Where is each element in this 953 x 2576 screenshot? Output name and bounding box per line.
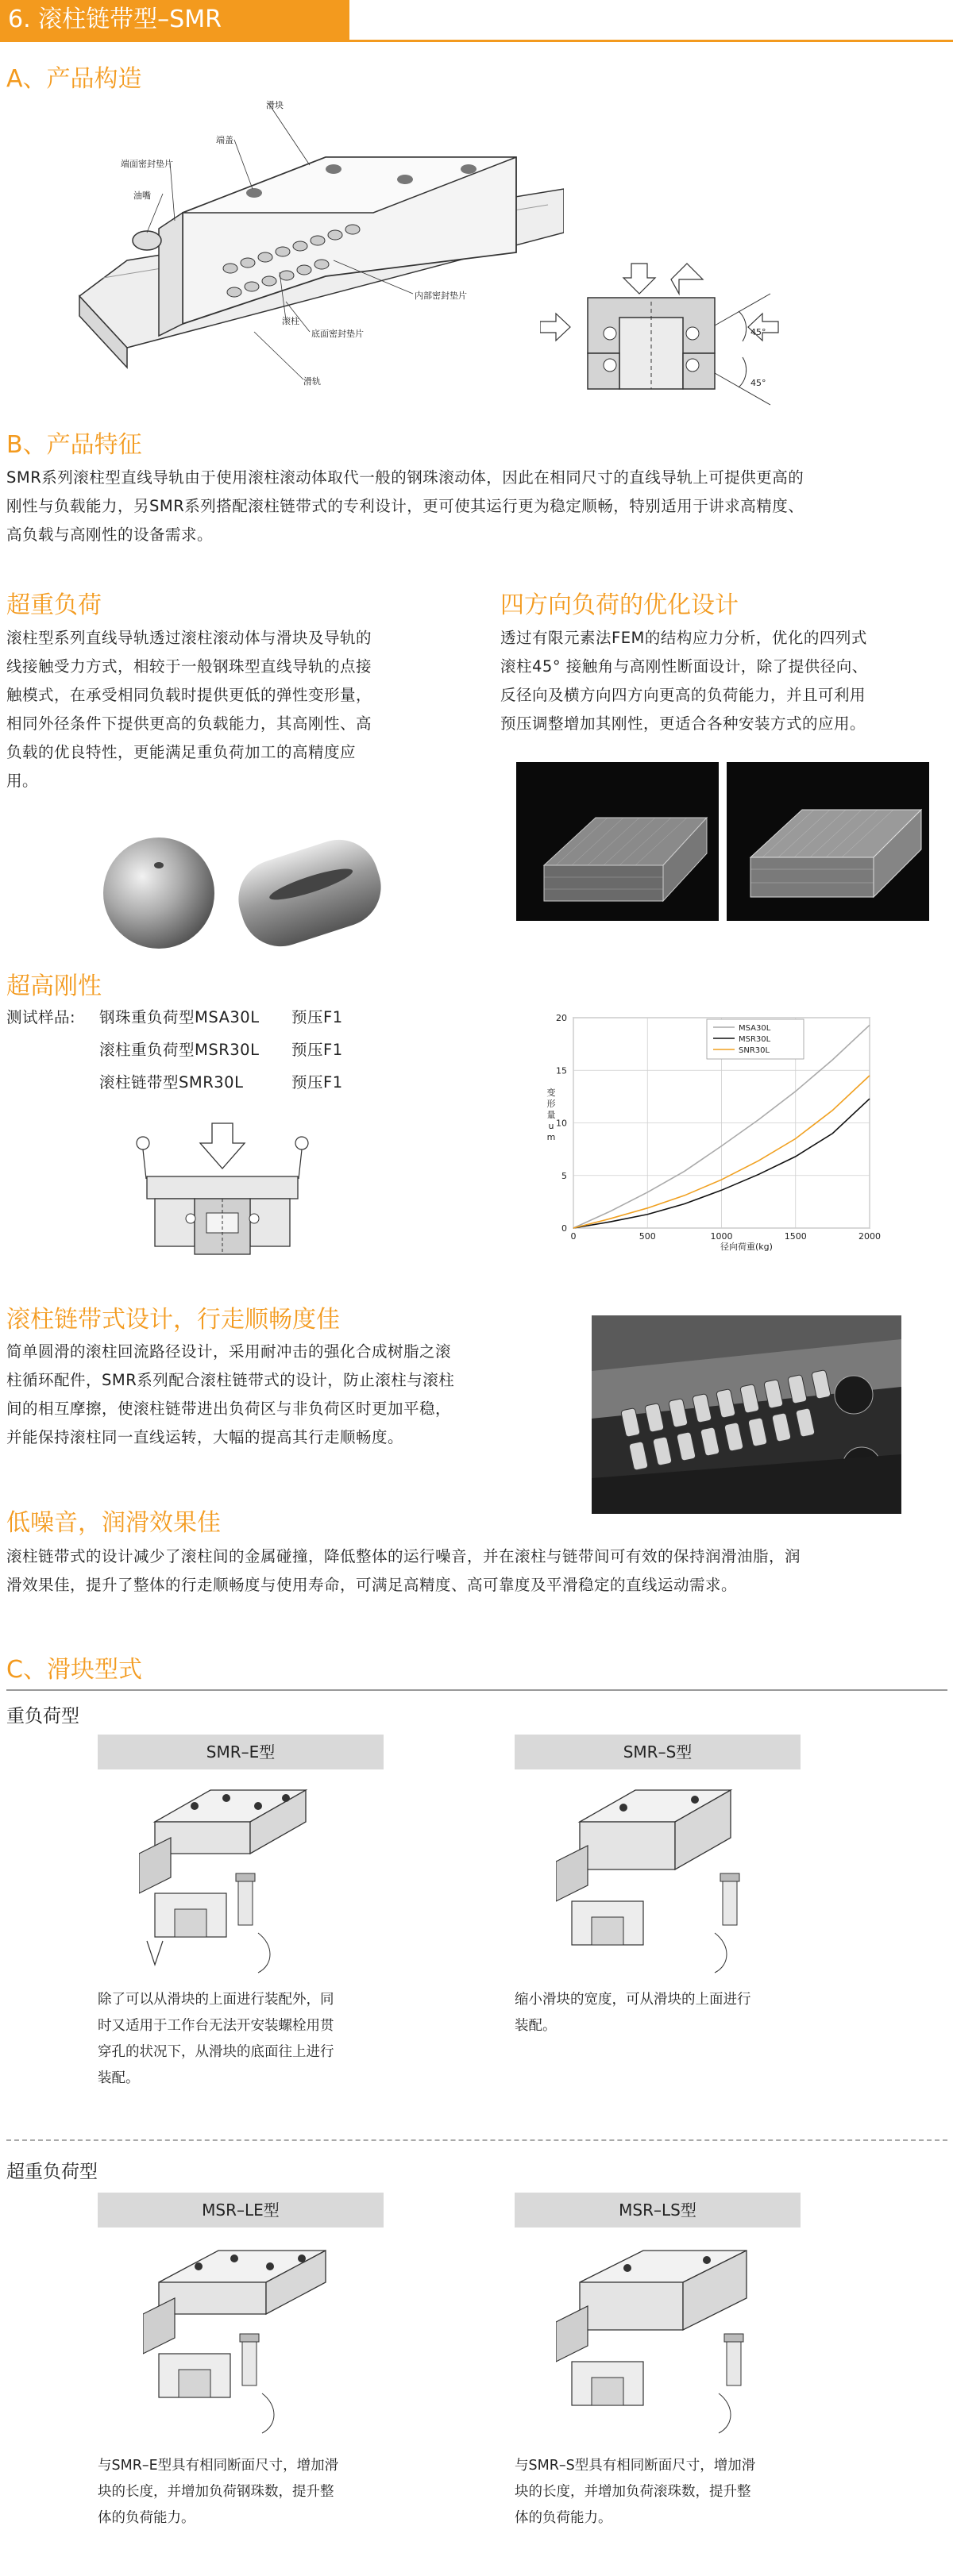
ball-image — [103, 837, 214, 949]
chart-ylabel-char: 形 — [546, 1099, 556, 1109]
sample-label: 测试样品: — [6, 1008, 76, 1026]
chain-line: 柱循环配件，SMR系列配合滚柱链带式的设计，防止滚柱与滚柱 — [6, 1371, 455, 1389]
section-c-rule — [6, 1689, 947, 1691]
model-tag: MSR–LE型 — [98, 2193, 384, 2228]
section-b-title: B、产品特征 — [6, 431, 142, 459]
page-title: 6. 滚柱链带型–SMR — [0, 0, 349, 40]
four-way-line: 反径向及横方向四方向更高的负荷能力，并且可利用 — [500, 686, 866, 704]
four-way-text — [500, 624, 953, 738]
heavy-line: 触模式，在承受相同负载时提供更低的弹性变形量， — [6, 686, 372, 704]
super-group-title: 超重负荷型 — [6, 2162, 98, 2182]
chart-ytick-label: 20 — [556, 1013, 567, 1023]
model-tag: MSR–LS型 — [515, 2193, 801, 2228]
desc-line: 块的长度，并增加负荷钢珠数，提升整 — [98, 2484, 334, 2500]
label-rail: 滑轨 — [303, 376, 321, 387]
heavy-line: 线接触受力方式，相较于一般钢珠型直线导轨的点接 — [6, 657, 372, 676]
section-a-title: A、产品构造 — [6, 65, 142, 93]
roller-image — [228, 830, 391, 957]
chart-xtick-label: 1000 — [710, 1231, 733, 1242]
rigidity-test-diagram — [135, 1119, 310, 1258]
intro-line: SMR系列滚柱型直线导轨由于使用滚柱滚动体取代一般的钢珠滚动体，因此在相同尺寸的直线导轨上可提供更高的 — [6, 468, 804, 487]
four-way-line: 滚柱45° 接触角与高刚性断面设计，除了提供径向、 — [500, 657, 868, 676]
section-c-title: C、滑块型式 — [6, 1656, 142, 1684]
rigidity-title: 超高刚性 — [6, 972, 102, 1000]
chart-xtick-label: 2000 — [858, 1231, 881, 1242]
heavy-load-text — [6, 624, 459, 795]
label-end-seal: 端面密封垫片 — [121, 159, 173, 169]
deformation-chart — [540, 1002, 889, 1256]
chart-ytick-label: 5 — [561, 1170, 567, 1181]
product-structure-diagram — [71, 94, 564, 411]
desc-line: 与SMR–S型具有相同断面尺寸，增加滑 — [515, 2458, 756, 2474]
model-tag: SMR–E型 — [98, 1735, 384, 1769]
low-noise-text — [6, 1542, 951, 1600]
desc-line: 除了可以从滑块的上面进行装配外，同 — [98, 1992, 334, 2008]
label-grease-nipple: 油嘴 — [133, 191, 151, 201]
fem-analysis-image-2 — [727, 762, 929, 921]
chart-ytick-label: 0 — [561, 1223, 567, 1234]
chart-ylabel-char: 变 — [546, 1088, 556, 1098]
model-smr-s-drawing — [556, 1774, 747, 1981]
desc-line: 与SMR–E型具有相同断面尺寸，增加滑 — [98, 2458, 339, 2474]
angle-label-top: 45° — [750, 327, 766, 337]
chain-design-title: 滚柱链带式设计，行走顺畅度佳 — [6, 1306, 340, 1334]
load-direction-diagram — [540, 262, 802, 413]
chart-xtick-label: 500 — [639, 1231, 656, 1242]
sample-name: 滚柱链带型SMR30L — [99, 1073, 244, 1092]
model-msr-ls-drawing — [556, 2235, 754, 2445]
chart-ylabel-char: m — [546, 1132, 556, 1142]
chain-design-text — [6, 1338, 562, 1452]
sample-preload: 预压F1 — [291, 1041, 343, 1059]
heavy-group-title: 重负荷型 — [6, 1706, 79, 1727]
label-bottom-seal: 底面密封垫片 — [311, 329, 364, 339]
intro-line: 高负载与高刚性的设备需求。 — [6, 526, 214, 544]
model-msr-le-drawing — [143, 2235, 334, 2445]
fem-analysis-image-1 — [516, 762, 719, 921]
sample-preload: 预压F1 — [291, 1008, 343, 1026]
angle-label-bottom: 45° — [750, 378, 766, 388]
heavy-line: 用。 — [6, 772, 39, 790]
chart-ylabel-char: 量 — [546, 1110, 556, 1120]
noise-line: 滑效果佳，提升了整体的行走顺畅度与使用寿命，可满足高精度、高可靠度及平滑稳定的直线运动需求。 — [6, 1576, 738, 1594]
desc-line: 体的负荷能力。 — [515, 2510, 612, 2526]
chart-xtick-label: 1500 — [784, 1231, 807, 1242]
group-divider — [6, 2139, 947, 2141]
label-slider: 滑块 — [266, 100, 284, 110]
desc-line: 体的负荷能力。 — [98, 2510, 195, 2526]
model-smr-e-drawing — [139, 1774, 322, 1981]
ball-vs-roller-image — [95, 826, 397, 957]
desc-line: 块的长度，并增加负荷滚珠数，提升整 — [515, 2484, 751, 2500]
model-desc — [98, 1987, 415, 2092]
sample-name: 滚柱重负荷型MSR30L — [99, 1041, 260, 1059]
title-rule — [0, 40, 953, 42]
chart-xtick-label: 0 — [570, 1231, 577, 1242]
desc-line: 装配。 — [515, 2018, 557, 2034]
chain-line: 简单圆滑的滚柱回流路径设计，采用耐冲击的强化合成树脂之滚 — [6, 1342, 452, 1361]
label-end-cap: 端盖 — [216, 135, 233, 145]
four-way-line: 预压调整增加其刚性，更适合各种安装方式的应用。 — [500, 714, 866, 733]
desc-line: 穿孔的状况下，从滑块的底面往上进行 — [98, 2044, 334, 2060]
intro-line: 刚性与负载能力，另SMR系列搭配滚柱链带式的专利设计，更可使其运行更为稳定顺畅，特别适用于讲求高精度、 — [6, 497, 804, 515]
roller-chain-image — [592, 1315, 901, 1514]
low-noise-title: 低噪音，润滑效果佳 — [6, 1509, 221, 1537]
heavy-line: 滚柱型系列直线导轨透过滚柱滚动体与滑块及导轨的 — [6, 629, 372, 647]
model-desc — [515, 2453, 832, 2532]
four-way-line: 透过有限元素法FEM的结构应力分析，优化的四列式 — [500, 629, 867, 647]
desc-line: 缩小滑块的宽度，可从滑块的上面进行 — [515, 1992, 751, 2008]
model-tag: SMR–S型 — [515, 1735, 801, 1769]
heavy-line: 相同外径条件下提供更高的负载能力，其高刚性、高 — [6, 714, 372, 733]
desc-line: 装配。 — [98, 2070, 140, 2086]
noise-line: 滚柱链带式的设计减少了滚柱间的金属碰撞，降低整体的运行噪音，并在滚柱与链带间可有效的保持润滑油脂，润 — [6, 1547, 801, 1565]
sample-preload: 预压F1 — [291, 1073, 343, 1092]
chain-line: 并能保持滚柱同一直线运转，大幅的提高其行走顺畅度。 — [6, 1428, 404, 1446]
chart-ylabel-char: u — [548, 1121, 554, 1131]
chart-legend-label: SNR30L — [739, 1046, 770, 1055]
model-desc — [98, 2453, 415, 2532]
chart-ytick-label: 15 — [556, 1065, 567, 1076]
chart-legend-label: MSA30L — [739, 1024, 771, 1033]
section-b-intro — [6, 464, 947, 549]
desc-line: 时又适用于工作台无法开安装螺栓用贯 — [98, 2018, 334, 2034]
label-inner-seal: 内部密封垫片 — [415, 291, 467, 301]
chart-xlabel: 径向荷重(kg) — [720, 1242, 773, 1252]
chart-legend-label: MSR30L — [739, 1035, 771, 1044]
sample-name: 钢珠重负荷型MSA30L — [99, 1008, 260, 1026]
label-roller: 滚柱 — [282, 316, 299, 326]
chain-line: 间的相互摩擦，使滚柱链带进出负荷区与非负荷区时更加平稳， — [6, 1400, 452, 1418]
chart-ytick-label: 10 — [556, 1118, 567, 1129]
four-way-title: 四方向负荷的优化设计 — [500, 591, 739, 619]
heavy-line: 负载的优良特性，更能满足重负荷加工的高精度应 — [6, 743, 357, 761]
model-desc — [515, 1987, 832, 2039]
heavy-load-title: 超重负荷 — [6, 591, 102, 619]
